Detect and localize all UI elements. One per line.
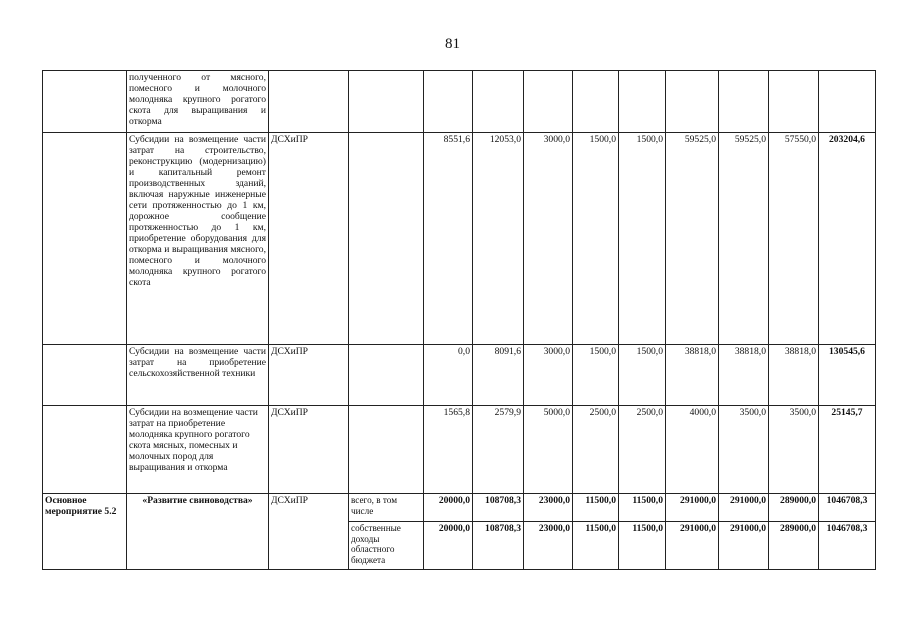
value-cell: 5000,0 xyxy=(524,406,573,494)
value-cell: 1500,0 xyxy=(573,133,619,345)
value-cell: 108708,3 xyxy=(473,522,524,570)
total-cell xyxy=(819,71,876,133)
value-cell: 3500,0 xyxy=(719,406,769,494)
value-cell: 289000,0 xyxy=(769,494,819,522)
value-cell xyxy=(666,71,719,133)
value-cell: 291000,0 xyxy=(666,522,719,570)
value-cell: 291000,0 xyxy=(719,522,769,570)
table-row xyxy=(43,133,876,345)
event-cell xyxy=(43,71,127,133)
value-cell: 3500,0 xyxy=(769,406,819,494)
value-cell xyxy=(719,71,769,133)
page-number: 81 xyxy=(445,36,460,52)
total-cell: 25145,7 xyxy=(819,406,876,494)
value-cell: 12053,0 xyxy=(473,133,524,345)
value-cell xyxy=(619,71,666,133)
responsible-cell xyxy=(269,71,349,133)
value-cell: 291000,0 xyxy=(666,494,719,522)
value-cell: 2579,9 xyxy=(473,406,524,494)
responsible-cell: ДСХиПР xyxy=(269,345,349,406)
source-cell xyxy=(349,345,424,406)
event-cell xyxy=(43,133,127,345)
value-cell xyxy=(573,71,619,133)
value-cell xyxy=(524,71,573,133)
source-cell xyxy=(349,71,424,133)
value-cell xyxy=(424,71,473,133)
value-cell: 11500,0 xyxy=(619,494,666,522)
value-cell: 59525,0 xyxy=(719,133,769,345)
value-cell: 38818,0 xyxy=(666,345,719,406)
value-cell: 108708,3 xyxy=(473,494,524,522)
value-cell xyxy=(769,71,819,133)
value-cell: 1500,0 xyxy=(573,345,619,406)
total-cell: 1046708,3 xyxy=(819,522,876,570)
value-cell: 0,0 xyxy=(424,345,473,406)
budget-table xyxy=(42,70,876,570)
subsidy-description: Субсидии на возмещение части затрат на строительство, реконструкцию (модернизацию) и капитальный ремонт производственных зданий, включая наружные инженерные сети протяженностью до 1 км, дорожное сообщение протяженностью до 1 км, приобретение оборудования для откорма и выращивания мясного, помесного и молочного молодняка крупного рогатого скота xyxy=(127,133,269,345)
funding-source: собственные доходы областного бюджета xyxy=(349,522,424,570)
main-event-name: «Развитие свиноводства» xyxy=(127,494,269,570)
value-cell: 20000,0 xyxy=(424,522,473,570)
source-cell xyxy=(349,406,424,494)
table-row xyxy=(43,345,876,406)
value-cell: 23000,0 xyxy=(524,494,573,522)
main-event-label: Основное мероприятие 5.2 xyxy=(43,494,127,570)
value-cell: 38818,0 xyxy=(769,345,819,406)
event-cell xyxy=(43,406,127,494)
value-cell: 289000,0 xyxy=(769,522,819,570)
value-cell: 8551,6 xyxy=(424,133,473,345)
total-cell: 130545,6 xyxy=(819,345,876,406)
table-row xyxy=(43,406,876,494)
value-cell: 11500,0 xyxy=(573,522,619,570)
table-row xyxy=(43,494,876,522)
event-cell xyxy=(43,345,127,406)
value-cell: 1500,0 xyxy=(619,345,666,406)
value-cell: 11500,0 xyxy=(573,494,619,522)
funding-source: всего, в том числе xyxy=(349,494,424,522)
responsible-cell: ДСХиПР xyxy=(269,494,349,570)
value-cell: 1565,8 xyxy=(424,406,473,494)
value-cell: 3000,0 xyxy=(524,345,573,406)
value-cell: 2500,0 xyxy=(573,406,619,494)
value-cell: 38818,0 xyxy=(719,345,769,406)
value-cell: 59525,0 xyxy=(666,133,719,345)
value-cell: 2500,0 xyxy=(619,406,666,494)
responsible-cell: ДСХиПР xyxy=(269,133,349,345)
total-cell: 203204,6 xyxy=(819,133,876,345)
value-cell: 11500,0 xyxy=(619,522,666,570)
table-row xyxy=(43,71,876,133)
source-cell xyxy=(349,133,424,345)
value-cell: 8091,6 xyxy=(473,345,524,406)
responsible-cell: ДСХиПР xyxy=(269,406,349,494)
value-cell xyxy=(473,71,524,133)
value-cell: 57550,0 xyxy=(769,133,819,345)
subsidy-description: полученного от мясного, помесного и молочного молодняка крупного рогатого скота для выращивания и откорма xyxy=(127,71,269,133)
value-cell: 1500,0 xyxy=(619,133,666,345)
total-cell: 1046708,3 xyxy=(819,494,876,522)
value-cell: 20000,0 xyxy=(424,494,473,522)
subsidy-description: Субсидии на возмещение части затрат на приобретение молодняка крупного рогатого скота мясных, помесных и молочных пород для выращивания и откорма xyxy=(127,406,269,494)
value-cell: 23000,0 xyxy=(524,522,573,570)
value-cell: 291000,0 xyxy=(719,494,769,522)
value-cell: 4000,0 xyxy=(666,406,719,494)
value-cell: 3000,0 xyxy=(524,133,573,345)
subsidy-description: Субсидии на возмещение части затрат на приобретение сельскохозяйственной техники xyxy=(127,345,269,406)
